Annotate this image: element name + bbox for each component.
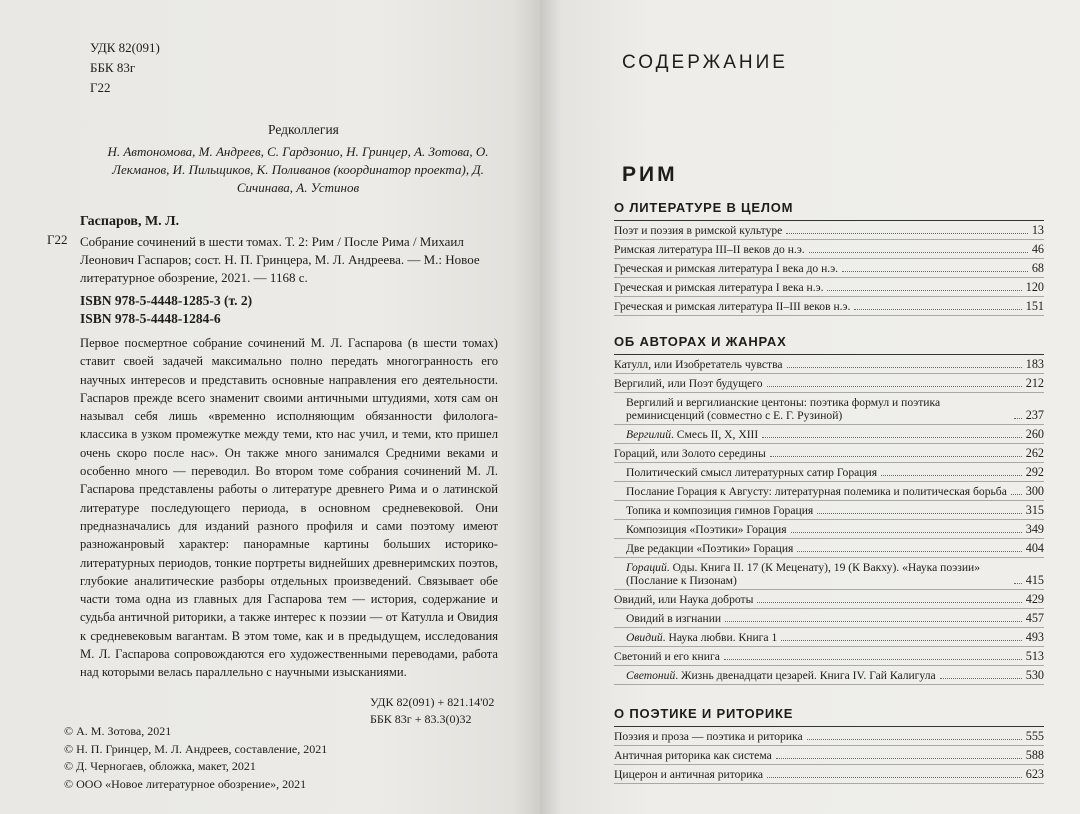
toc-entry-page: 120 [1025,280,1044,294]
toc-section [614,200,1044,316]
bbk-code: ББК 83г [90,60,136,75]
toc-entry-page: 46 [1031,242,1044,256]
toc-entry[interactable] [614,425,1044,444]
toc-entry-title: Греческая и римская литература I века н.э. [614,281,824,294]
toc-entry-title: Вергилий. Смесь II, X, XIII [626,428,759,441]
full-classification-codes [370,694,494,728]
toc-entry[interactable] [614,590,1044,609]
toc-entry[interactable] [614,374,1044,393]
toc-entry-page: 183 [1025,357,1044,371]
bibliographic-description: Собрание сочинений в шести томах. Т. 2: Рим / После Рима / Михаил Леонович Гаспаров; сост. Н. П. Гринцера, М. Л. Андреева. — М.: Новое литературное обозрение, 2021. — 1168 с. [80,234,480,285]
author-mark: Г22 [90,80,111,95]
dot-leader [940,678,1022,679]
toc-entry-title: Античная риторика как система [614,749,772,762]
toc-entry[interactable] [614,240,1044,259]
dot-leader [762,437,1021,438]
dot-leader [854,309,1021,310]
toc-entry-title: Вергилий и вергилианские центоны: поэтика формул и поэтика реминисценций (совместно с Е. Г. Рузиной) [626,396,941,422]
toc-entry-page: 262 [1025,446,1044,460]
section-title: О ПОЭТИКЕ И РИТОРИКЕ [614,706,794,721]
toc-entry-title: Топика и композиция гимнов Горация [626,504,814,517]
section-title: ОБ АВТОРАХ И ЖАНРАХ [614,334,787,349]
dot-leader [781,640,1021,641]
toc-section [614,706,1044,784]
toc-entry[interactable] [614,482,1044,501]
toc-entry[interactable] [614,727,1044,746]
part-title: РИМ [622,163,678,186]
dot-leader [724,659,1022,660]
isbn-volume: ISBN 978-5-4448-1285-3 (т. 2) [80,293,253,308]
toc-entry-page: 151 [1025,299,1044,313]
toc-entry-page: 588 [1025,748,1044,762]
toc-entry-page: 13 [1031,223,1044,237]
toc-entry[interactable] [614,558,1044,590]
editorial-board-title: Редколлегия [268,122,339,137]
toc-entry[interactable] [614,501,1044,520]
dot-leader [809,252,1028,253]
section-title: О ЛИТЕРАТУРЕ В ЦЕЛОМ [614,200,794,215]
copyright-line: © Д. Черногаев, обложка, макет, 2021 [64,759,256,773]
toc-entry[interactable] [614,278,1044,297]
toc-entry-page: 457 [1025,611,1044,625]
bibliographic-author: Гаспаров, М. Л. [80,214,180,229]
toc-entry-page: 493 [1025,630,1044,644]
toc-title: СОДЕРЖАНИЕ [622,52,788,73]
dot-leader [881,475,1022,476]
toc-entry-title: Овидий, или Наука доброты [614,593,754,606]
toc-entry-title: Послание Горация к Августу: литературная полемика и политическая борьба [626,485,1007,498]
dot-leader [767,777,1022,778]
toc-entry-title: Греческая и римская литература I века до н.э. [614,262,839,275]
toc-entry-title: Овидий. Наука любви. Книга 1 [626,631,778,644]
dot-leader [842,271,1028,272]
dot-leader [757,602,1021,603]
toc-entry-page: 237 [1025,408,1044,422]
toc-entry-title: Гораций, или Золото середины [614,447,766,460]
toc-entry[interactable] [614,765,1044,784]
toc-entry[interactable] [614,393,1044,425]
toc-entry-page: 415 [1025,573,1044,587]
copyright-line: © А. М. Зотова, 2021 [64,724,172,738]
toc-entry-page: 300 [1025,484,1044,498]
toc-entry-page: 292 [1025,465,1044,479]
bbk-full: ББК 83г + 83.3(0)32 [370,712,472,726]
copyright-notices [64,723,327,793]
toc-entry-title: Римская литература III–II веков до н.э. [614,243,805,256]
toc-entry-title: Светоний. Жизнь двенадцати цезарей. Книга IV. Гай Калигула [626,669,936,682]
toc-entry-page: 555 [1025,729,1044,743]
toc-entry[interactable] [614,647,1044,666]
dot-leader [767,386,1022,387]
toc-entry-page: 530 [1025,668,1044,682]
isbn-block [80,292,252,328]
copyright-line: © ООО «Новое литературное обозрение», 2021 [64,776,307,791]
dot-leader [1011,494,1022,495]
toc-entry[interactable] [614,539,1044,558]
toc-entry-title: Катулл, или Изобретатель чувства [614,358,783,371]
author-mark-margin: Г22 [47,232,68,247]
toc-entry-title: Цицерон и античная риторика [614,768,764,781]
toc-entry-page: 260 [1025,427,1044,441]
dot-leader [791,532,1022,533]
toc-entry[interactable] [614,444,1044,463]
toc-entry-title: Поэзия и проза — поэтика и риторика [614,730,803,743]
toc-entry-list [614,727,1044,784]
dot-leader [786,233,1027,234]
editorial-board-names: Н. Автономова, М. Андреев, С. Гардзонио, Н. Гринцер, А. Зотова, О. Лекманов, И. Пильщиков, К. Поливанов (координатор проекта), Д. Сичинава, А. Устинов [107,144,489,195]
toc-entry-page: 315 [1025,503,1044,517]
dot-leader [827,290,1021,291]
classification-codes [90,38,160,98]
copyright-line: © Н. П. Гринцер, М. Л. Андреев, составление, 2021 [64,741,328,756]
dot-leader [1014,583,1022,584]
toc-entry-title: Светоний и его книга [614,650,720,663]
toc-entry[interactable] [614,628,1044,647]
dot-leader [787,367,1022,368]
toc-entry-page: 513 [1025,649,1044,663]
dot-leader [797,551,1021,552]
toc-entry[interactable] [614,520,1044,539]
toc-entry-title: Две редакции «Поэтики» Горация [626,542,794,555]
toc-entry-title: Греческая и римская литература II–III веков н.э. [614,300,851,313]
toc-section [614,334,1044,685]
toc-entry[interactable] [614,355,1044,374]
toc-entry[interactable] [614,746,1044,765]
toc-entry-page: 68 [1031,261,1044,275]
toc-entry-title: Гораций. Оды. Книга II. 17 (К Меценату), 19 (К Вакху). «Наука поэзии» (Послание к Пизонам) [626,561,981,587]
toc-entry-title: Поэт и поэзия в римской культуре [614,224,783,237]
toc-entry[interactable] [614,463,1044,482]
dot-leader [807,739,1022,740]
toc-entry-title: Композиция «Поэтики» Горация [626,523,787,536]
dot-leader [725,621,1022,622]
toc-entry-page: 349 [1025,522,1044,536]
isbn-set: ISBN 978-5-4448-1284-6 [80,311,221,326]
toc-entry-page: 404 [1025,541,1044,555]
toc-entry-page: 212 [1025,376,1044,390]
toc-entry[interactable] [614,259,1044,278]
dot-leader [770,456,1022,457]
toc-entry[interactable] [614,609,1044,628]
toc-entry-title: Овидий в изгнании [626,612,722,625]
toc-entry-list [614,221,1044,316]
udk-code: УДК 82(091) [90,40,160,55]
toc-entry[interactable] [614,221,1044,240]
dot-leader [1014,418,1022,419]
dot-leader [776,758,1022,759]
toc-entry[interactable] [614,666,1044,685]
toc-entry-title: Вергилий, или Поэт будущего [614,377,763,390]
toc-entry-title: Политический смысл литературных сатир Горация [626,466,878,479]
toc-entry-page: 429 [1025,592,1044,606]
abstract-text: Первое посмертное собрание сочинений М. Л. Гаспарова (в шести томах) ставит своей задачей максимально полно передать многогранность его научных интересов и представить основные направления его деятельности. Гаспаров прежде всего знаменит своими античными штудиями, хотя сам он называл себя лишь «временно исполняющим обязанности филолога-классика в узком промежутке между теми, кто нас учил, и теми, кто пришел очень скоро после нас». Он также много занимался Средними веками и особенно много — переводил. Во втором томе собрания сочинений М. Л. Гаспарова представлены работы о литературе древнего Рима и о латинской литературе последующего периода, в основном средневековой. Они предназначались для изданий разного профиля и сами поэтому имеют разножанровый характер: панорамные картины больших историко-литературных периодов, тонкие портреты виднейших древнеримских поэтов, глубокие аналитические разборы отдельных произведений. Связывает обе части тома одна из главных для Гаспарова тем — история, содержание и судьба античной риторики, а также интерес к поэзии — от Катулла и Овидия к средневековым вагантам. В этом томе, как и в предыдущем, исследования М. Л. Гаспарова сопровождаются его художественными переводами, работа над которыми велась параллельно с научными изысканиями. [80,336,498,680]
toc-entry-list [614,355,1044,685]
toc-entry[interactable] [614,297,1044,316]
udk-full: УДК 82(091) + 821.14'02 [370,695,495,709]
dot-leader [817,513,1021,514]
toc-entry-page: 623 [1025,767,1044,781]
